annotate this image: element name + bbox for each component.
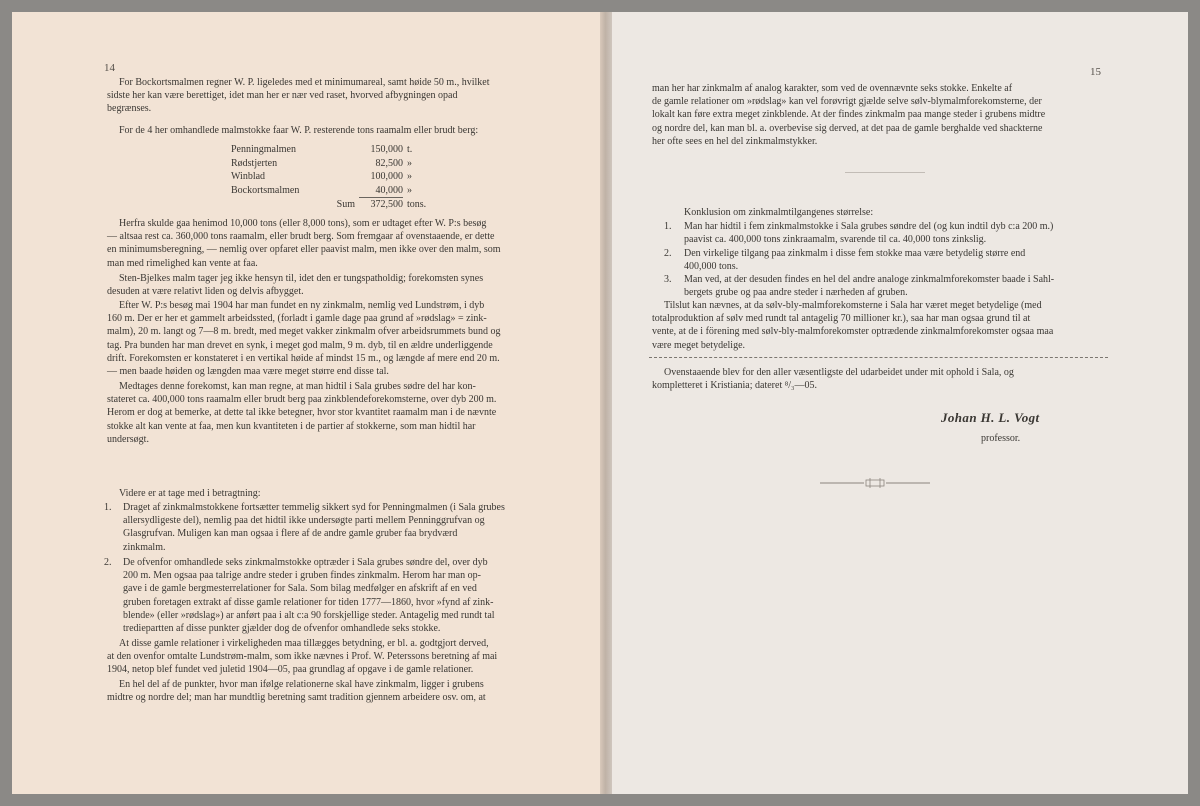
paragraph-continuation [652, 82, 1110, 148]
text-line: De ofvenfor omhandlede seks zinkmalmstokke optræder i Sala grubes søndre del, over dyb [123, 557, 488, 568]
text-line: sidste her kan være berettiget, idet man her er nær ved raset, hvorved afbygningen opad [107, 90, 458, 102]
text-line: For de 4 her omhandlede malmstokke faar W. P. resterende tons raamalm eller brudt berg: [119, 125, 479, 136]
text-line: de gamle relationer om »rødslag» kan vel forøvrigt gjælde selve sølv-blymalmforekomsterne, der [652, 96, 1042, 108]
text-line: At disse gamle relationer i virkeligheden maa tillægges betydning, er bl. a. godtgjort derved, [119, 638, 489, 649]
considerations-heading [107, 487, 557, 500]
text-line: Konklusion om zinkmalmtilgangenes størrelse: [684, 207, 874, 218]
text-line: en minimumsberegning, — nemlig over opfaret eller paavist malm, men ikke over den malm, som [107, 244, 501, 256]
text-line: trediepartten af disse punkter gjælder dog de ofvenfor omhandlede seks stokke. [123, 623, 441, 635]
text-line: lokalt kan føre extra meget zinkblende. At der findes zinkmalm paa mange steder i grubens midtre [652, 109, 1046, 121]
list-number: 2. [664, 248, 672, 259]
list-item-text [684, 273, 1110, 299]
text-line: Sten-Bjelkes malm tager jeg ikke hensyn til, idet den er tungspatholdig; forekomsten synes [119, 273, 484, 284]
table-cell-name: Bockortsmalmen [231, 185, 300, 197]
table-cell-unit: » [407, 171, 412, 183]
text-line: kompletteret i Kristiania; dateret ⁸/₃—05. [652, 380, 817, 392]
table-row [231, 157, 433, 171]
text-line: Ovenstaaende blev for den aller væsentligste del udarbeidet under mit ophold i Sala, og [664, 367, 1014, 378]
text-line: 160 m. Der er her et gammelt arbeidssted, (forladt i gamle dage paa grund af »rødslag» = zink- [107, 313, 487, 325]
text-line: 200 m. Men ogsaa paa talrige andre steder i gruben findes zinkmalm. Herom har man op- [123, 570, 481, 582]
text-line: man her har zinkmalm af analog karakter, som ved de ovennævnte seks stokke. Enkelte af [652, 83, 1013, 94]
list-number: 2. [104, 557, 112, 568]
text-line: zinkmalm. [123, 541, 166, 553]
paragraph-closing [652, 366, 1110, 392]
text-line: blende» (eller »rødslag») ar anført paa i alt c:a 90 forskjellige steder. Antagelig med rundt tal [123, 609, 495, 621]
list-item-text [684, 247, 1110, 273]
text-line: være meget betydelige. [652, 339, 746, 351]
ore-table [231, 143, 433, 212]
table-sum-label: Sum [336, 199, 355, 211]
text-line: bergets grube og paa andre steder i nærheden af gruben. [684, 287, 908, 299]
text-line: Videre er at tage med i betragtning: [119, 488, 261, 499]
table-row [231, 170, 433, 184]
page-gutter [600, 12, 612, 794]
text-line: at den ovenfor omtalte Lundstrøm-malm, som ikke nævnes i Prof. W. Peterssons beretning af mai [107, 651, 498, 663]
ornament-rule-icon [820, 478, 930, 488]
table-cell-name: Rødstjerten [231, 157, 278, 169]
paragraph-table-intro [107, 124, 557, 137]
text-line: totalproduktion af sølv med rundt tal antagelig 70 millioner kr.), saa har man ogsaa grund til at [652, 313, 1031, 325]
text-line: — men baade høiden og længden maa være meget større end disse tal. [107, 366, 389, 378]
table-cell-unit: t. [407, 144, 413, 155]
text-line: Medtages denne forekomst, kan man regne, at man hidtil i Sala grubes sødre del har kon- [119, 381, 476, 392]
list-number: 3. [664, 274, 672, 285]
conclusion-heading [684, 206, 1104, 219]
paragraph-intro [107, 76, 557, 116]
list-number: 1. [664, 221, 672, 232]
paragraph-herfra [107, 217, 557, 270]
table-cell-name: Penningmalmen [231, 144, 296, 155]
text-line: stokke alt kan vente at faa, men kun kvantiteten i de partier af stokkerne, som man hidtil har [107, 420, 476, 432]
text-line: allersydligeste del), nemlig paa det hidtil ikke undersøgte parti mellem Penninggrufvan og [123, 515, 485, 527]
table-cell-name: Winblad [231, 171, 266, 183]
page-number-left: 14 [104, 62, 115, 74]
text-line: Herom er dog at bemerke, at dette tal ikke betegner, hvor stor kvantitet raamalm man i de nævnte [107, 407, 497, 419]
page-number-right: 15 [1090, 66, 1101, 78]
table-cell-value: 100,000 [370, 171, 403, 183]
text-line: gave i de gamle bergmesterrelationer for Sala. Som bilag medfølger en afskrift af en ved [123, 583, 477, 595]
table-sum-unit: tons. [407, 199, 427, 211]
text-line: og nordre del, kan man bl. a. overbevise sig derved, at det paa de gamle berghalde ved shackterne [652, 122, 1043, 134]
text-line: paavist ca. 400,000 tons zinkraamalm, svarende til ca. 40,000 tons zinkslig. [684, 234, 987, 246]
text-line: gruben foretagen extrakt af disse gamle relationer for tiden 1777—1860, hvor »fynd af zink- [123, 596, 494, 608]
table-cell-value: 40,000 [375, 184, 403, 196]
text-line: Efter W. P:s besøg mai 1904 har man fundet en ny zinkmalm, nemlig ved Lundstrøm, i dyb [119, 300, 485, 311]
paragraph-relationer [107, 637, 557, 677]
paragraph-tilslut [652, 299, 1110, 352]
text-line: tag. Pra bunden har man drevet en synk, i meget god malm, 9 m. dyb, til en ældre underliggende [107, 339, 493, 351]
table-cell-value: 82,500 [375, 157, 403, 169]
paragraph-efter [107, 299, 557, 378]
signature: Johan H. L. Vogt [941, 410, 1040, 425]
section-divider [845, 172, 925, 173]
table-sum-value: 372,500 [359, 198, 403, 212]
text-line: drift. Forekomsten er konstateret i en vertikal høide af mindst 15 m., og længde af mere end 20 m. [107, 352, 500, 364]
text-line: midtre og nordre del; man har mundtlig beretning samt tradition gjennem arbeidere osv. om, at [107, 692, 486, 704]
text-line: Herfra skulde gaa henimod 10,000 tons (eller 8,000 tons), som er udtaget efter W. P:s besøg [119, 218, 487, 229]
paragraph-medtages [107, 380, 557, 446]
text-line: Tilslut kan nævnes, at da sølv-bly-malmforekomsterne i Sala har været meget betydelige (med [664, 300, 1042, 311]
text-line: undersøgt. [107, 433, 149, 445]
table-cell-value: 150,000 [370, 144, 403, 155]
text-line: desuden at være relativt liden og delvis afbygget. [107, 286, 304, 298]
text-line: For Bockortsmalmen regner W. P. ligeledes med et minimumareal, samt høide 50 m., hvilket [119, 77, 490, 88]
text-line: Man ved, at der desuden findes en hel del andre analoge zinkmalmforekomster baade i Sahl- [684, 274, 1055, 285]
text-line: Man har hidtil i fem zinkmalmstokke i Sala grubes søndre del (og kun indtil dyb c:a 200 m.) [684, 221, 1054, 232]
list-item-text [684, 220, 1110, 246]
table-sum-row [231, 198, 433, 212]
list-item-text [123, 556, 557, 635]
text-line: man med rimelighed kan vente at faa. [107, 257, 258, 269]
text-line: malm), 20 m. langt og 7—8 m. bredt, med meget vakker zinkmalm ofver arbeidsrummets bund og [107, 326, 501, 338]
signatory-title: professor. [981, 433, 1021, 444]
text-line: vente, at de i förening med sølv-bly-malmforekomster optrædende zinkmalmforekomster ogsaa maa [652, 326, 1054, 338]
paragraph-del [107, 678, 557, 704]
table-cell-unit: » [407, 157, 412, 169]
text-line: 400,000 tons. [684, 261, 739, 273]
list-item-text [123, 501, 557, 554]
table-row [231, 143, 433, 157]
text-line: — altsaa rest ca. 360,000 tons raamalm, eller brudt berg. Som fremgaar af ovenstaaende, er dette [107, 231, 495, 243]
list-number: 1. [104, 502, 112, 513]
text-line: Den virkelige tilgang paa zinkmalm i disse fem stokke maa være betydelig større end [684, 248, 1026, 259]
text-line: En hel del af de punkter, hvor man ifølge relationerne skal have zinkmalm, ligger i grubens [119, 679, 484, 690]
table-row [231, 184, 433, 198]
table-cell-unit: » [407, 185, 412, 197]
text-line: Draget af zinkmalmstokkene fortsætter temmelig sikkert syd for Penningmalmen (i Sala grubes [123, 502, 505, 513]
paragraph-sten-bjelke [107, 272, 557, 298]
text-line: her ofte sees en hel del zinkmalmstykker. [652, 135, 818, 147]
dashed-separator [649, 357, 1108, 358]
text-line: stateret ca. 400,000 tons raamalm eller brudt berg paa zinkblendeforekomsterne, over dyb 200 m. [107, 394, 497, 406]
text-line: begrænses. [107, 103, 152, 115]
text-line: Glasgrufvan. Muligen kan man ogsaa i flere af de andre gamle gruber faa brydværd [123, 528, 458, 540]
text-line: 1904, netop blef fundet ved juletid 1904—05, paa grundlag af opgave i de gamle relationer. [107, 664, 474, 676]
